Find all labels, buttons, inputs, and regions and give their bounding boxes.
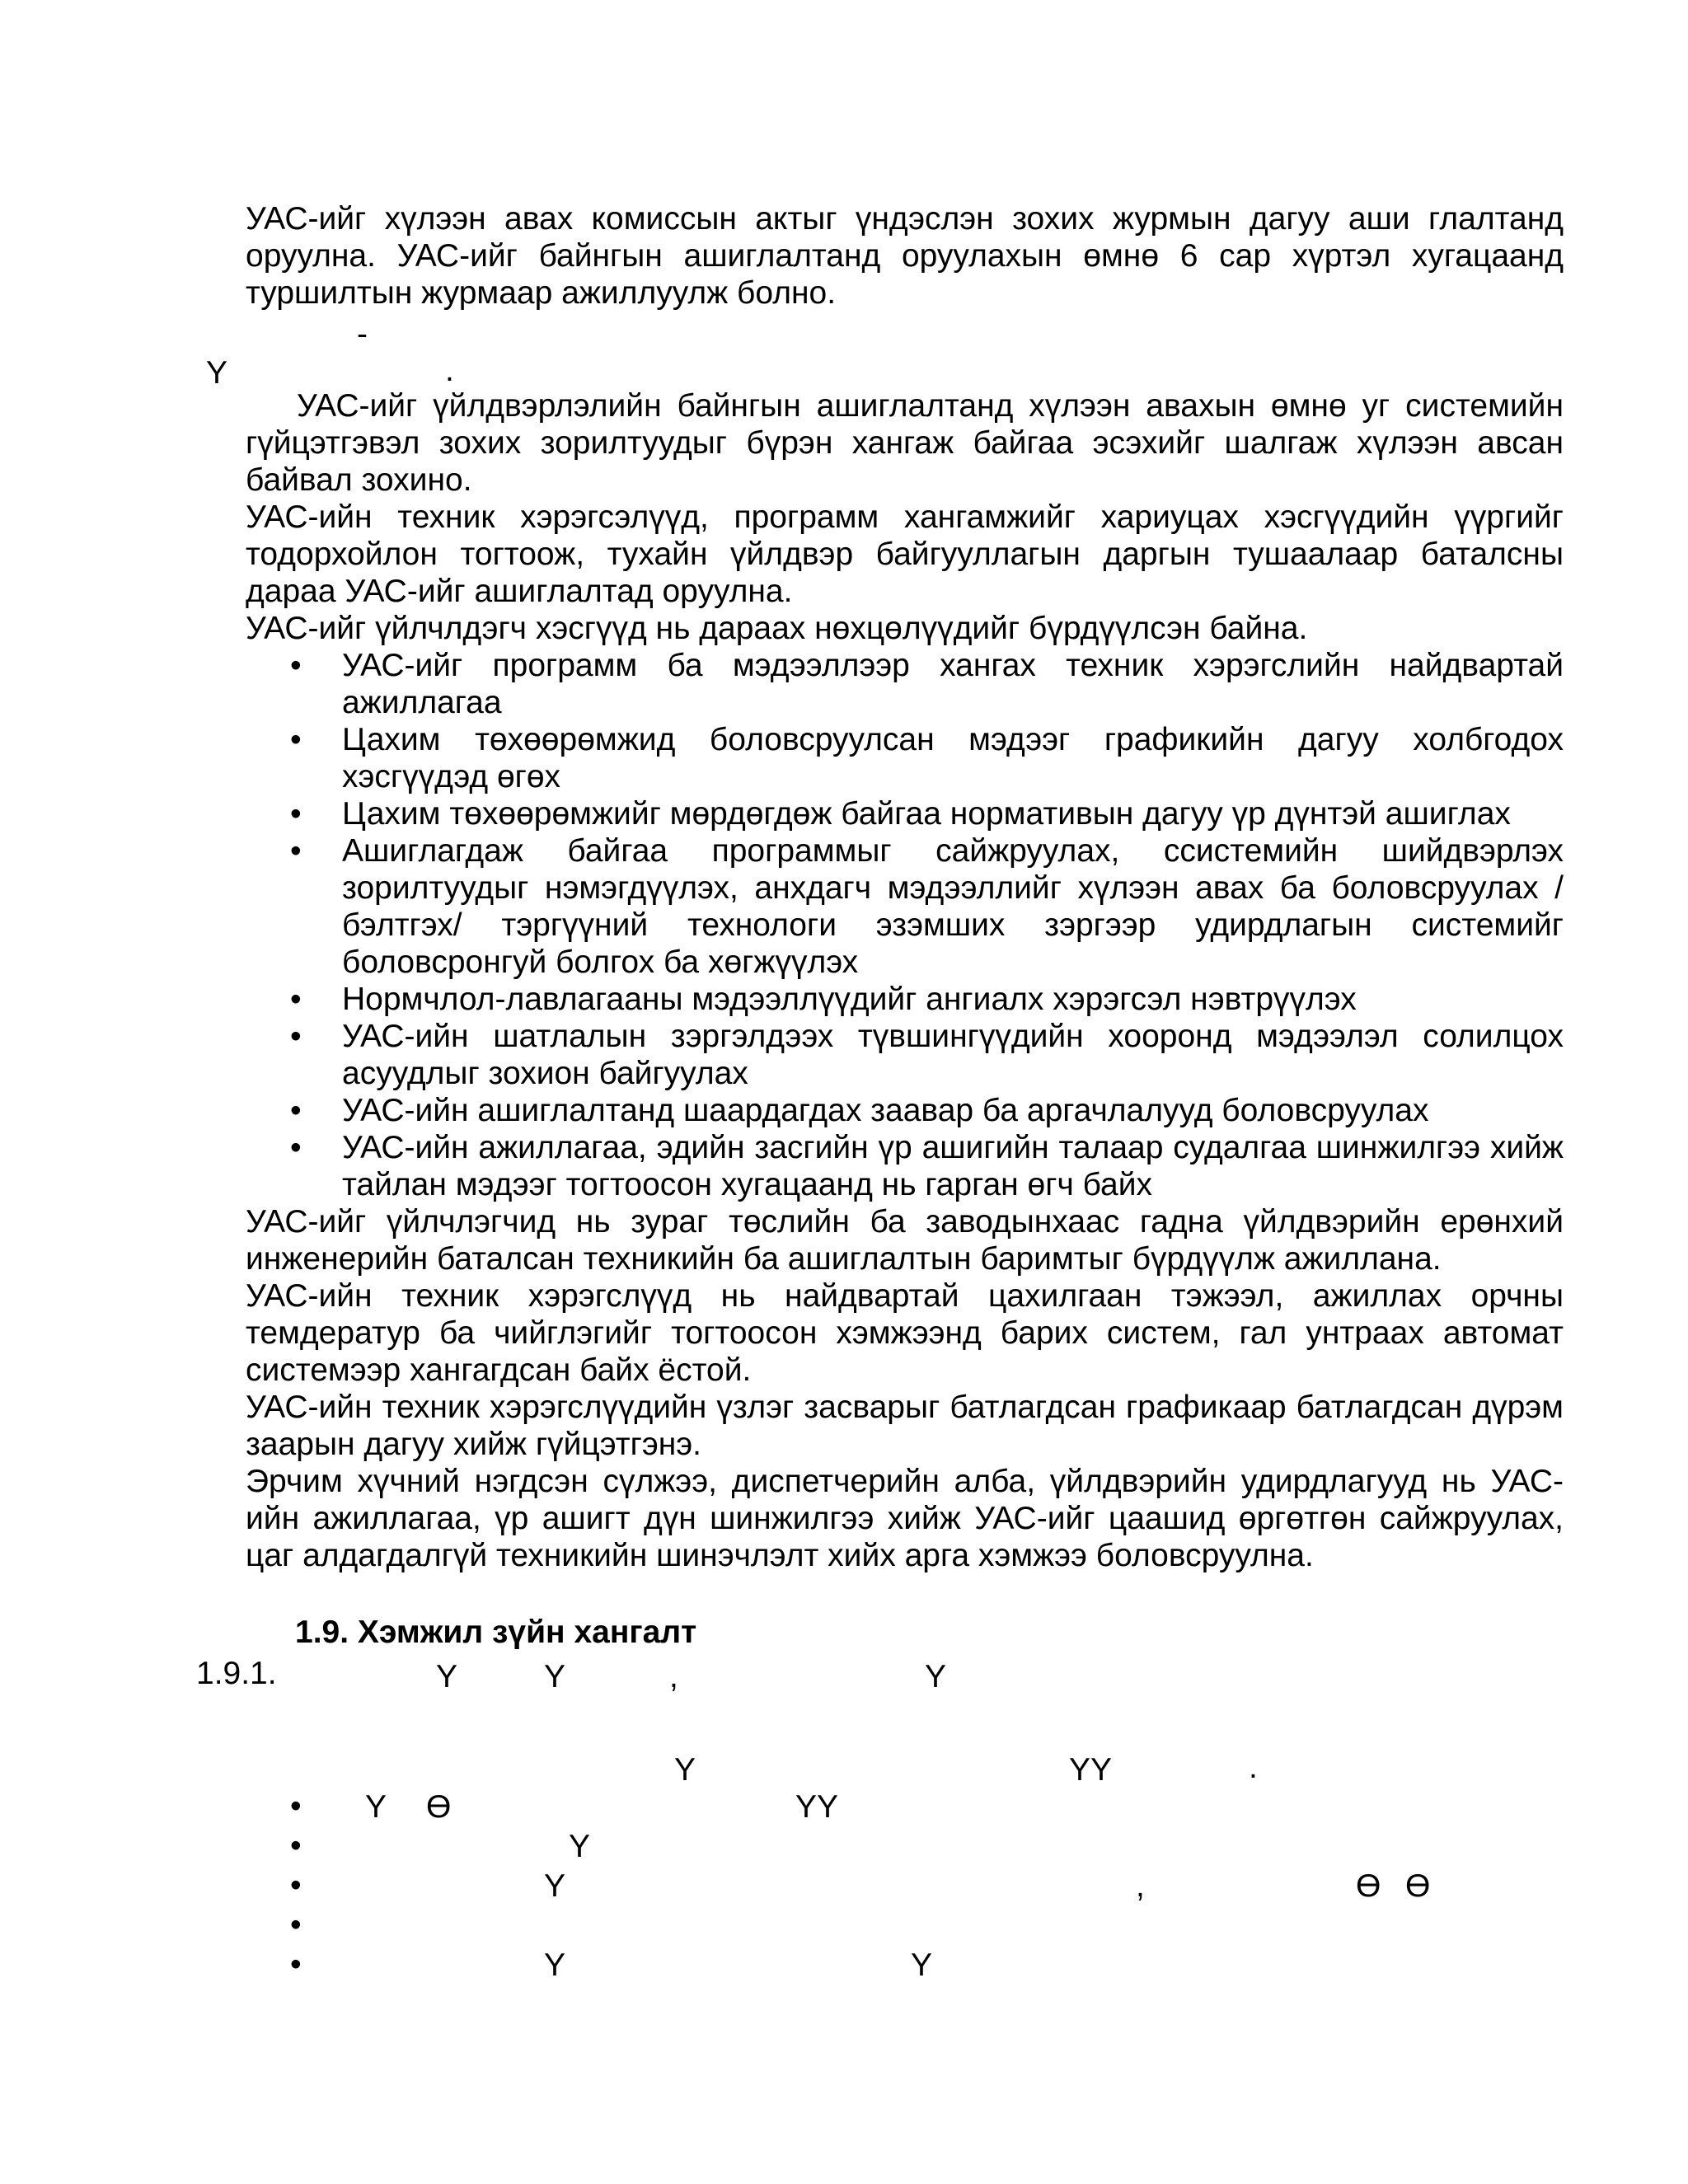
list-item <box>290 1787 1564 1826</box>
text-fragment: . <box>1249 1750 1258 1785</box>
text-fragment: , <box>669 1659 678 1694</box>
list-item: • Цахим төхөөрөмжийг мөрдөгдөж байгаа нормативын дагуу үр дүнтэй ашиглах <box>290 795 1564 832</box>
paragraph-documentation: УАС-ийг үйлчлэгчид нь зураг төслийн ба заводынхаас гадна үйлдвэрийн ерөнхий инженерийн баталсан техникийн ба ашиглалтын баримтыг бүрдүүлж ажиллана. <box>246 1204 1564 1277</box>
paragraph-tech-responsibility: УАС-ийн техник хэрэгсэлүүд, программ хангамжийг хариуцах хэсгүүдийн үүргийг тодорхойлон тогтоож, тухайн үйлдвэр байгууллагын даргын тушаалаар баталсны дараа УАС-ийг ашиглалтад оруулна. <box>246 499 1564 609</box>
stray-dot: . <box>445 353 454 388</box>
paragraph-acceptance: УАС-ийг хүлээн авах комиссын актыг үндэслэн зохих журмын дагуу аши глалтанд оруулна. УАС-ийг байнгын ашиглалтанд оруулахын өмнө 6 сар хүртэл хугацаанд туршилтын журмаар ажиллуулж болно. <box>246 201 1564 311</box>
paragraph-pre-acceptance: УАС-ийг үйлдвэрлэлийн байнгын ашиглалтанд хүлээн авахын өмнө уг системийн гүйцэтгэвэл зохих зорилтуудыг бүрэн хангаж байгаа эсэхийг шалгаж хүлээн авсан байвал зохино. <box>246 388 1564 498</box>
list-item: • УАС-ийн ашиглалтанд шаардагдах заавар ба аргачлалууд боловсруулах <box>290 1092 1564 1129</box>
list-item: • Нормчлол-лавлагааны мэдээллүүдийг ангиалх хэрэгсэл нэвтрүүлэх <box>290 981 1564 1018</box>
text-fragment: YY <box>795 1789 839 1825</box>
text-fragment: Ө <box>1405 1868 1431 1904</box>
dash-fragment: - <box>357 316 368 352</box>
text-fragment: YY <box>1069 1752 1113 1788</box>
subsection-number: 1.9.1. <box>196 1656 277 1691</box>
list-item: • УАС-ийг программ ба мэдээллээр хангах техник хэрэгслийн найдвартай ажиллагаа <box>290 647 1564 721</box>
list-item: • УАС-ийн ажиллагаа, эдийн засгийн үр ашигийн талаар судалгаа шинжилгээ хийж тайлан мэдээг тогтоосон хугацаанд нь гарган өгч байх <box>290 1129 1564 1203</box>
text-fragment: Y <box>365 1789 387 1825</box>
stray-letter: Y <box>206 355 228 391</box>
text-fragment: Y <box>436 1659 458 1694</box>
text-fragment: , <box>1136 1868 1145 1904</box>
conditions-list <box>290 647 1564 1203</box>
text-fragment: Y <box>569 1829 591 1864</box>
section-heading: 1.9. Хэмжил зүйн хангалт <box>295 1615 697 1650</box>
text-fragment: Y <box>544 1659 566 1694</box>
paragraph-power-supply: УАС-ийн техник хэрэгслүүд нь найдвартай цахилгаан тэжээл, ажиллах орчны темдератур ба чийглэгийг тогтоосон хэмжээнд барих систем, гал унтраах автомат системээр хангагдсан байх ёстой. <box>246 1278 1564 1388</box>
list-item: • Ашиглагдаж байгаа программыг сайжруулах, ссистемийн шийдвэрлэх зорилтуудыг нэмэгдүүлэх, анхдагч мэдээллийг хүлээн авах ба боловсруулах /бэлтгэх/ тэргүүний технологи эзэмших зэргээр удирдлагын системийг боловсронгуй болгох ба хөгжүүлэх <box>290 832 1564 981</box>
text-fragment: Ө <box>1356 1868 1381 1904</box>
list-item: • Цахим төхөөрөмжид боловсруулсан мэдээг графикийн дагуу холбгодох хэсгүүдэд өгөх <box>290 721 1564 795</box>
paragraph-inspection: УАС-ийн техник хэрэгслүүдийн үзлэг засварыг батлагдсан графикаар батлагдсан дүрэм заарын дагуу хийж гүйцэтгэнэ. <box>246 1390 1564 1462</box>
text-fragment: Y <box>911 1947 933 1983</box>
text-fragment: Y <box>674 1752 696 1788</box>
paragraph-service-units: УАС-ийг үйлчлдэгч хэсгүүд нь дараах нөхцөлүүдийг бүрдүүлсэн байна. <box>246 611 1308 646</box>
list-item: • УАС-ийн шатлалын зэргэлдээх түвшингүүдийн хооронд мэдээлэл солилцох асуудлыг зохион байгуулах <box>290 1018 1564 1092</box>
list-item <box>290 1905 1564 1945</box>
text-fragment: Y <box>544 1868 566 1904</box>
text-fragment: Y <box>544 1947 566 1983</box>
text-fragment: Y <box>925 1659 947 1694</box>
text-fragment: Ө <box>426 1789 452 1825</box>
paragraph-energy-network: Эрчим хүчний нэгдсэн сүлжээ, диспетчерийн алба, үйлдвэрийн удирдлагууд нь УАС-ийн ажиллагаа, үр ашигт дүн шинжилгээ хийж УАС-ийг цаашид өргөтгөн сайжруулах, цаг алдагдалгүй техникийн шинэчлэлт хийх арга хэмжээ боловсруулна. <box>246 1464 1564 1573</box>
list-item <box>290 1826 1564 1866</box>
